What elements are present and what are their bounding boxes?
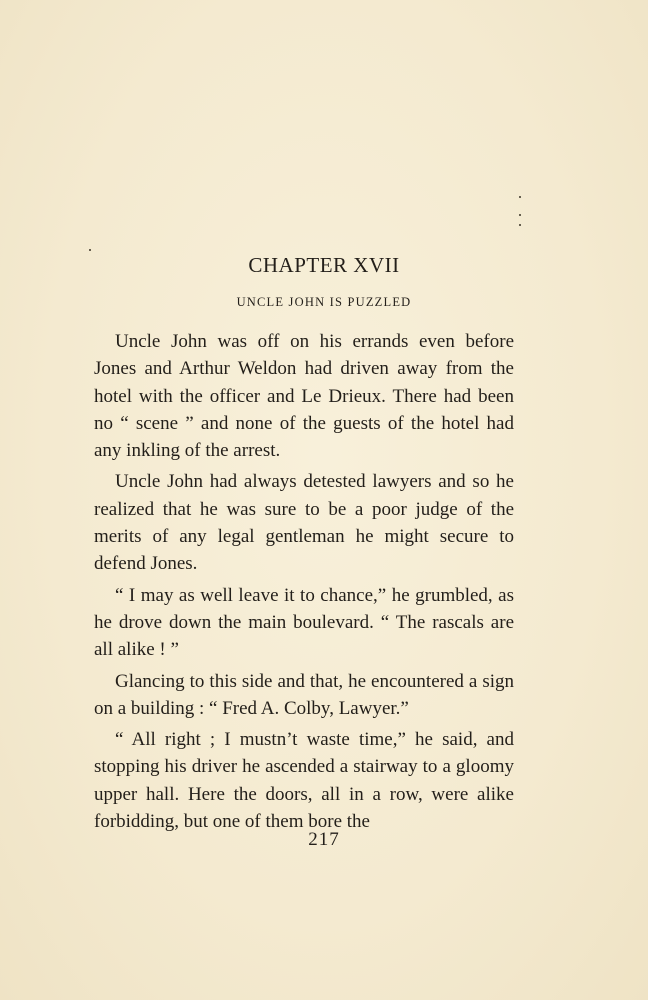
chapter-subtitle: UNCLE JOHN IS PUZZLED	[236, 295, 412, 309]
paragraph: Glancing to this side and that, he encountered a sign on a building : “ Fred A. Colby, Lawyer.”	[94, 670, 514, 719]
paragraph: “ I may as well leave it to chance,” he grumbled, as he drove down the main boulevard. “ The rascals are all alike ! ”	[94, 584, 514, 661]
page-number: 217	[308, 829, 340, 850]
paragraph: “ All right ; I mustn’t waste time,” he said, and stopping his driver he ascended a stairway to a gloomy upper hall. Here the doors, all in a row, were alike forbidding, but one of them bore the	[94, 729, 514, 833]
page-speck	[519, 196, 521, 198]
page-speck	[519, 214, 521, 216]
page-speck	[89, 249, 91, 251]
paragraph: Uncle John was off on his errands even before Jones and Arthur Weldon had driven away from the hotel with the officer and Le Drieux. There had been no “ scene ” and none of the guests of the hotel had any inkling of the arrest.	[94, 331, 514, 462]
page-speck	[519, 224, 521, 226]
paragraph: Uncle John had always detested lawyers and so he realized that he was sure to be a poor judge of the merits of any legal gentleman he might secure to defend Jones.	[94, 471, 514, 575]
chapter-body	[94, 328, 514, 839]
chapter-title: CHAPTER XVII	[248, 253, 400, 277]
